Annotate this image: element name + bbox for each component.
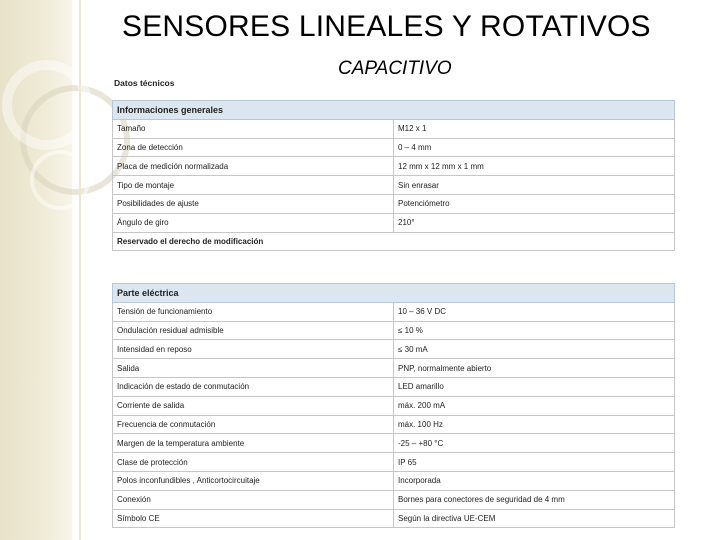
- table-row: [113, 138, 675, 157]
- row-value: Potenciómetro: [394, 194, 675, 213]
- row-value: Incorporada: [394, 471, 675, 490]
- row-label: Indicación de estado de conmutación: [113, 377, 394, 396]
- row-value: 10 – 36 V DC: [394, 302, 675, 321]
- slide-title: SENSORES LINEALES Y ROTATIVOS: [122, 10, 651, 43]
- row-value: Bornes para conectores de seguridad de 4 mm: [394, 490, 675, 509]
- row-value: ≤ 30 mA: [394, 340, 675, 359]
- row-value: M12 x 1: [394, 119, 675, 138]
- table-row: [113, 471, 675, 490]
- row-label: Salida: [113, 359, 394, 378]
- table-row: [113, 453, 675, 472]
- table-row: [113, 490, 675, 509]
- table-row: [113, 396, 675, 415]
- row-value: máx. 100 Hz: [394, 415, 675, 434]
- row-value: 12 mm x 12 mm x 1 mm: [394, 157, 675, 176]
- datos-tecnicos-label: Datos técnicos: [114, 78, 175, 88]
- row-value: 0 – 4 mm: [394, 138, 675, 157]
- row-value: 210°: [394, 213, 675, 232]
- row-label: Corriente de salida: [113, 396, 394, 415]
- table-row: [113, 377, 675, 396]
- row-value: Sin enrasar: [394, 176, 675, 195]
- row-label: Símbolo CE: [113, 509, 394, 528]
- table-row: [113, 359, 675, 378]
- table-row: [113, 176, 675, 195]
- table-row: [113, 157, 675, 176]
- reserved-rights-row: [113, 232, 675, 251]
- row-label: Margen de la temperatura ambiente: [113, 434, 394, 453]
- row-label: Tamaño: [113, 119, 394, 138]
- row-label: Polos inconfundibles , Anticortocircuitaje: [113, 471, 394, 490]
- row-label: Intensidad en reposo: [113, 340, 394, 359]
- row-label: Ondulación residual admisible: [113, 321, 394, 340]
- table-row: [113, 415, 675, 434]
- row-label: Ángulo de giro: [113, 213, 394, 232]
- row-value: Según la directiva UE-CEM: [394, 509, 675, 528]
- table-row: [113, 509, 675, 528]
- decorative-divider: [79, 0, 81, 540]
- row-label: Frecuencia de conmutación: [113, 415, 394, 434]
- decorative-circle: [30, 150, 90, 210]
- row-label: Posibilidades de ajuste: [113, 194, 394, 213]
- row-value: -25 – +80 °C: [394, 434, 675, 453]
- row-label: Zona de detección: [113, 138, 394, 157]
- row-value: LED amarillo: [394, 377, 675, 396]
- reserved-rights-note: Reservado el derecho de modificación: [113, 232, 675, 251]
- table-row: [113, 119, 675, 138]
- row-value: ≤ 10 %: [394, 321, 675, 340]
- row-label: Clase de protección: [113, 453, 394, 472]
- row-label: Tensión de funcionamiento: [113, 302, 394, 321]
- row-value: máx. 200 mA: [394, 396, 675, 415]
- row-value: PNP, normalmente abierto: [394, 359, 675, 378]
- general-info-table: [112, 100, 675, 251]
- general-info-header: Informaciones generales: [113, 101, 675, 120]
- row-label: Placa de medición normalizada: [113, 157, 394, 176]
- table-row: [113, 302, 675, 321]
- row-label: Tipo de montaje: [113, 176, 394, 195]
- table-header-row: [113, 284, 675, 303]
- table-row: [113, 321, 675, 340]
- table-row: [113, 213, 675, 232]
- electrical-header: Parte eléctrica: [113, 284, 675, 303]
- electrical-table: [112, 283, 675, 528]
- slide-subtitle: CAPACITIVO: [338, 58, 452, 79]
- row-value: IP 65: [394, 453, 675, 472]
- row-label: Conexión: [113, 490, 394, 509]
- table-row: [113, 340, 675, 359]
- table-row: [113, 194, 675, 213]
- table-header-row: [113, 101, 675, 120]
- table-row: [113, 434, 675, 453]
